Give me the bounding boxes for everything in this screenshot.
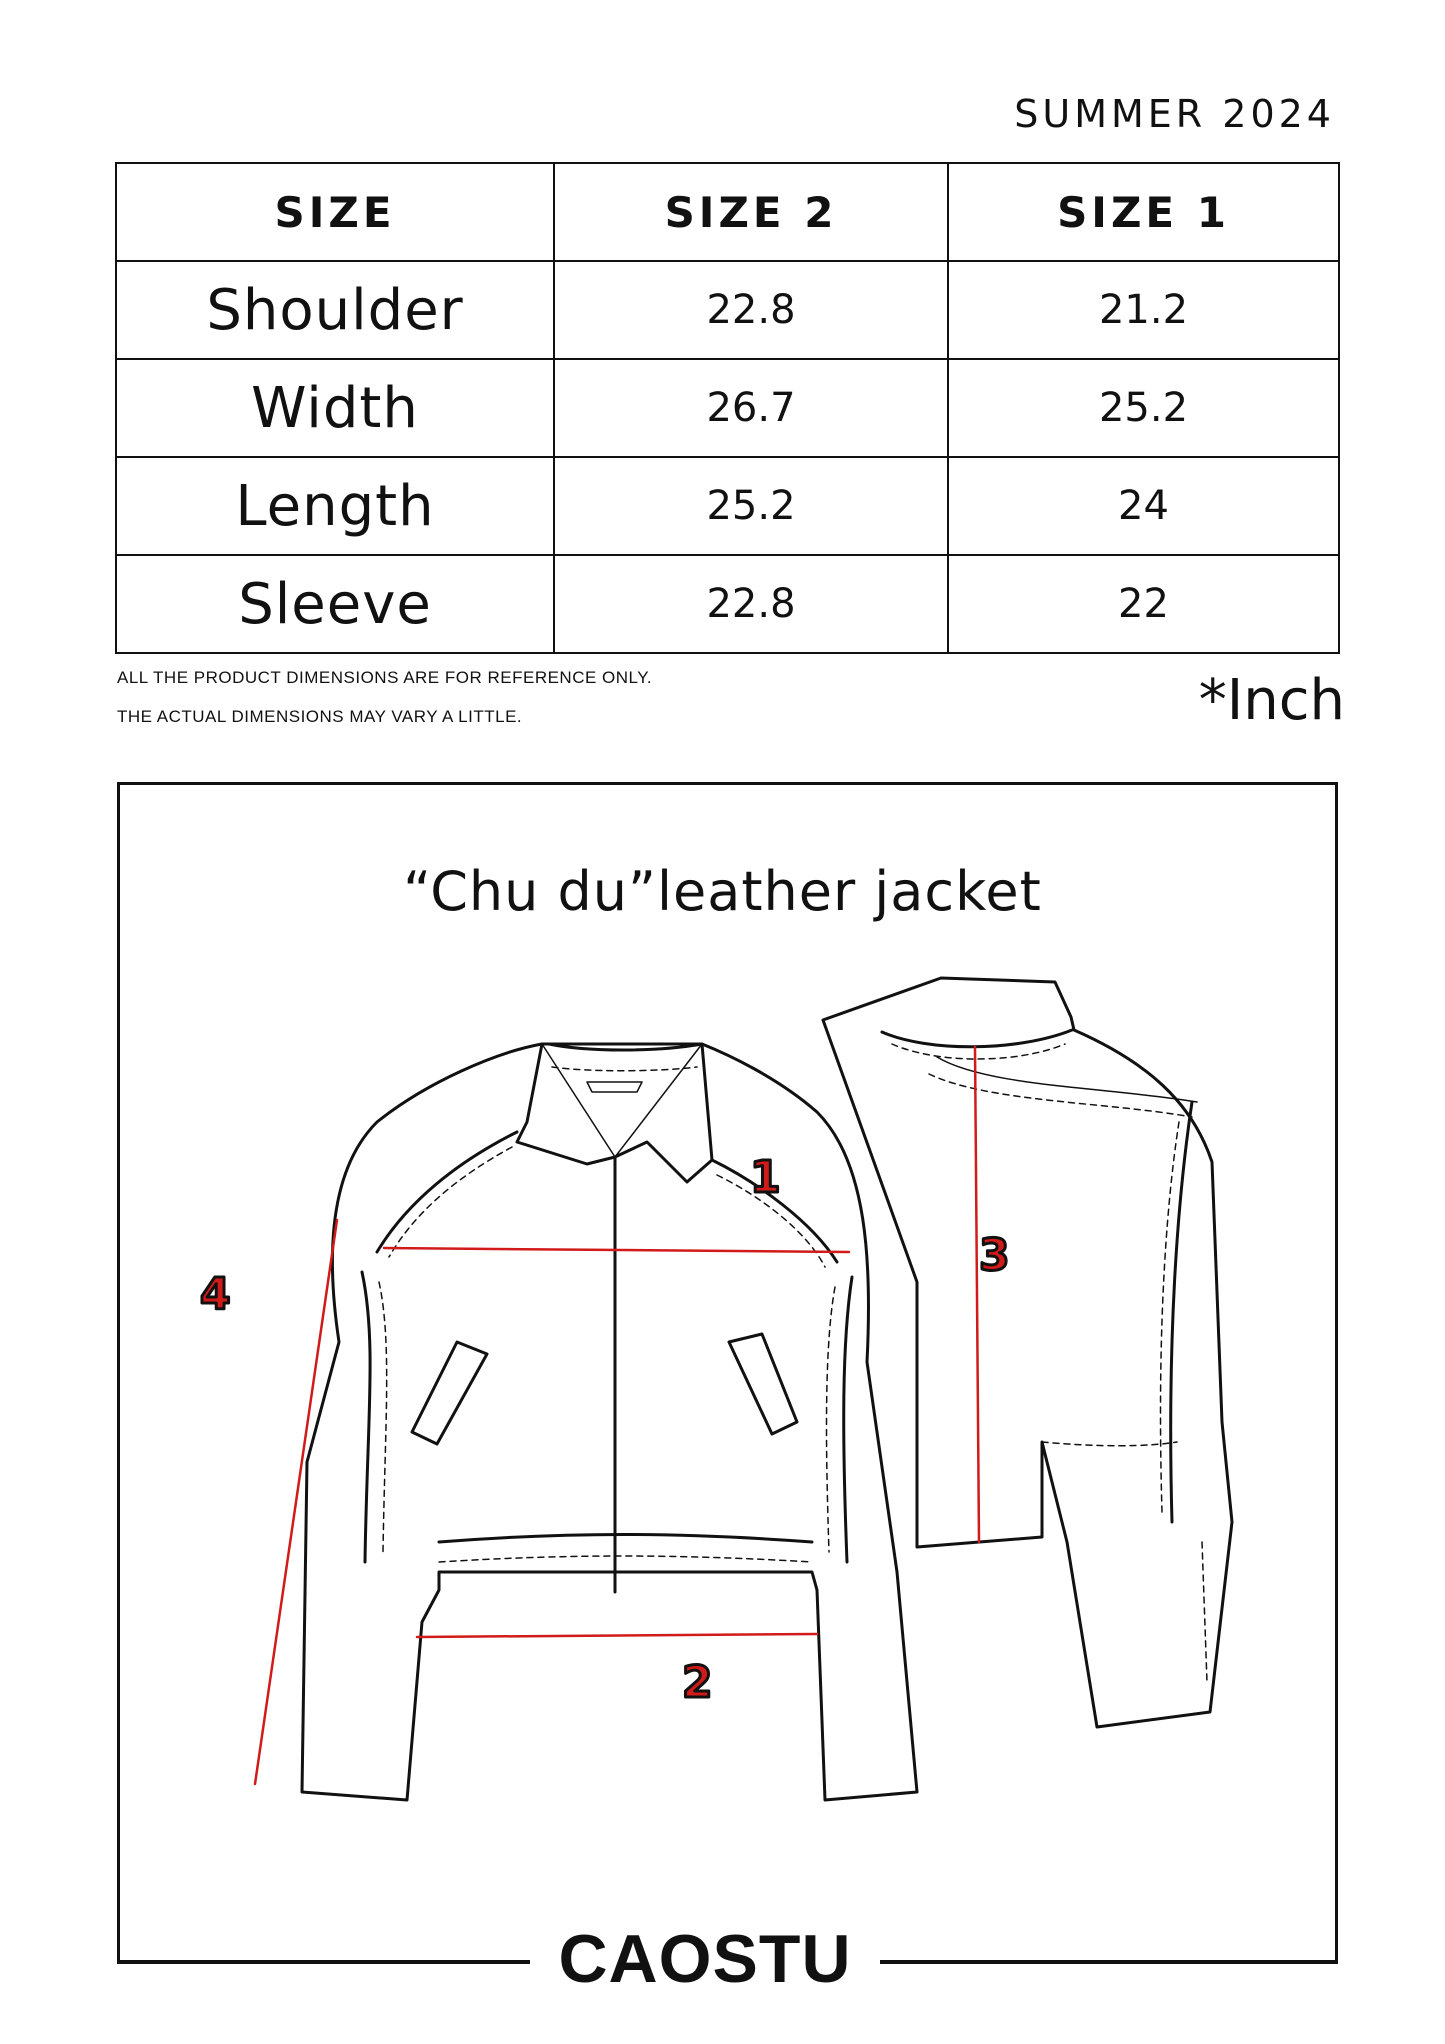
row-label-sleeve: Sleeve [116, 555, 554, 653]
marker-2: 2 [682, 1657, 713, 1708]
table-row [116, 261, 1339, 359]
season-label: SUMMER 2024 [1014, 92, 1335, 136]
header-size-2: SIZE 2 [554, 163, 948, 261]
disclaimer-line-2: THE ACTUAL DIMENSIONS MAY VARY A LITTLE. [117, 707, 523, 726]
frame-bottom-rule-left [117, 1960, 530, 1964]
cell-shoulder-size-2: 22.8 [554, 261, 948, 359]
header-size-1: SIZE 1 [948, 163, 1339, 261]
unit-label: *Inch [1198, 668, 1345, 733]
row-label-length: Length [116, 457, 554, 555]
size-chart-table [115, 162, 1340, 654]
width-measure-line [417, 1634, 817, 1637]
marker-4: 4 [200, 1269, 231, 1320]
row-label-width: Width [116, 359, 554, 457]
table-header-row [116, 163, 1339, 261]
jacket-front-view [302, 1044, 917, 1800]
table-row [116, 457, 1339, 555]
row-label-shoulder: Shoulder [116, 261, 554, 359]
marker-3: 3 [979, 1230, 1010, 1281]
disclaimer-line-1: ALL THE PRODUCT DIMENSIONS ARE FOR REFERENCE ONLY. [117, 668, 653, 687]
header-size: SIZE [116, 163, 554, 261]
cell-length-size-1: 24 [948, 457, 1339, 555]
product-title: “Chu du”leather jacket [403, 860, 1042, 923]
table-row [116, 555, 1339, 653]
cell-width-size-1: 25.2 [948, 359, 1339, 457]
frame-bottom-rule-right [880, 1960, 1338, 1964]
marker-1: 1 [750, 1152, 781, 1203]
cell-width-size-2: 26.7 [554, 359, 948, 457]
table-row [116, 359, 1339, 457]
cell-sleeve-size-1: 22 [948, 555, 1339, 653]
cell-length-size-2: 25.2 [554, 457, 948, 555]
cell-sleeve-size-2: 22.8 [554, 555, 948, 653]
brand-logo-text: CAOSTU [558, 1921, 852, 1997]
jacket-technical-drawing [117, 782, 1338, 1957]
cell-shoulder-size-1: 21.2 [948, 261, 1339, 359]
